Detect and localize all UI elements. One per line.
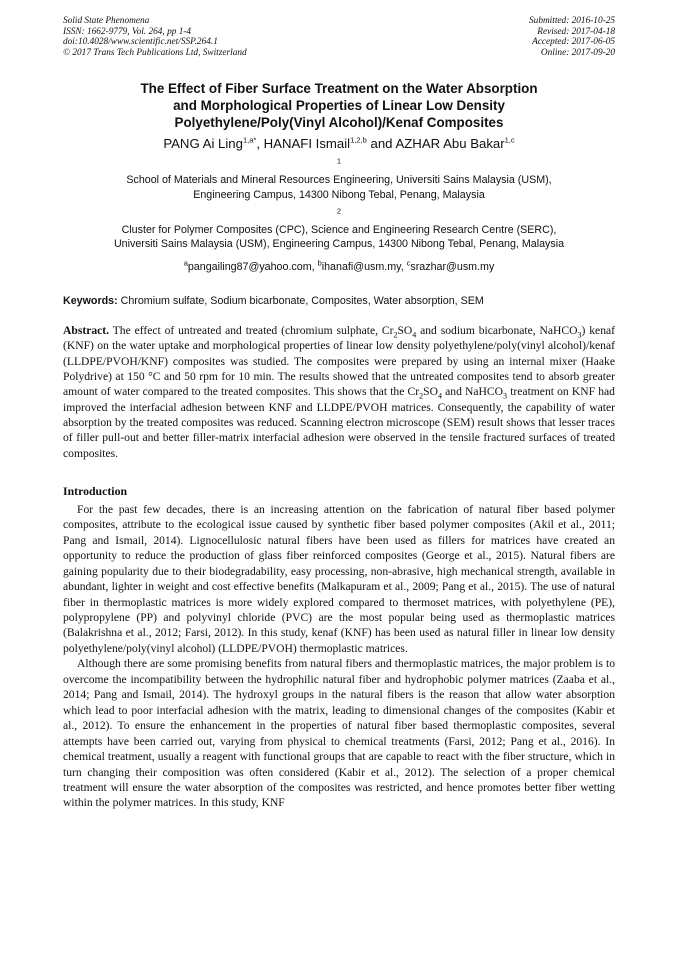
affiliation-line (63, 208, 615, 238)
affiliation-2 (63, 208, 615, 252)
submitted-date: Submitted: 2016-10-25 (529, 16, 615, 26)
author-affiliation-mark: 1,a* (242, 135, 257, 145)
online-date: Online: 2017-09-20 (540, 47, 615, 58)
author-affiliation-mark: 1,c (504, 135, 515, 145)
accepted-date: Accepted: 2017-06-05 (532, 37, 615, 48)
subscript: 4 (412, 330, 417, 340)
introduction-paragraph: For the past few decades, there is an increasing attention on the fabrication of natural fiber based polymer composites, attribute to the ecological issue caused by synthetic fiber based polymer composites (Akil et al., 2011; Pang and Ismail, 2014). Lignocellulosic natural fibers have been used as fillers for matrices have created an opportunity to reduce the production of glass fiber reinforced composites (George et al., 2015). Natural fibers are gaining popularity due to their biodegradability, easy processing, non-abrasive, high mechanical strength, available in abundant, lighter in weight and cost effective benefits (Malkapuram et al., 2009; Pang et al., 2015). The use of natural fiber in thermoplastic matrices is more widely explored compared to thermoset matrices, with polyethylene (PE), polypropylene (PP) and polyvinyl chloride (PVC) are the most popular being used as thermoplastic matrices (Balakrishna et al., 2012; Farsi, 2012). In this study, kenaf (KNF) has been used as natural filler in linear low density polyethylene/poly(vinyl alcohol) (LLDPE/PVOH) thermoplastic matrices. (63, 502, 615, 655)
abstract-text: SO (397, 324, 413, 338)
keywords-label: Keywords: (63, 295, 118, 308)
copyright-line: © 2017 Trans Tech Publications Ltd, Switzerland (63, 47, 247, 58)
abstract-text: treatment on KNF had improved the interfacial adhesion between KNF and LLDPE/PVOH matrices. Consequently, the capability of water absorption by the treated composites was reduced. Scanning electron microscope (SEM) result shows that lesser traces of filler pull-out and better filler-matrix interfacial adhesion were observed in the tensile fractured surfaces of treated composites. (63, 385, 615, 460)
title-line: and Morphological Properties of Linear Low Density (173, 98, 505, 114)
keywords (63, 294, 615, 308)
affiliation-mark: 1 (336, 156, 342, 166)
affiliation-mark: 2 (336, 206, 342, 216)
email-link[interactable]: ihanafi@usm.my, (321, 261, 404, 274)
abstract-text: and NaHCO (441, 385, 504, 399)
subscript: 2 (393, 330, 398, 340)
affiliation-line: Universiti Sains Malaysia (USM), Engineering Campus, 14300 Nibong Tebal, Penang, Malaysia (113, 238, 565, 251)
subscript: 3 (503, 391, 508, 401)
publication-dates (529, 16, 615, 58)
email-link[interactable]: pangailing87@yahoo.com, (187, 261, 315, 274)
author-name: AZHAR Abu Bakar (395, 136, 505, 152)
introduction-paragraph: Although there are some promising benefits from natural fibers and thermoplastic matrices, the major problem is to overcome the incompatibility between the hydrophilic natural fiber and hydrophobic polymer matrices (Zaaba et al., 2014; Pang and Ismail, 2014). The hydroxyl groups in the natural fibers is the reason that allow water absorption which lead to poor interfacial adhesion with the matrix, leading to dimensional changes of the composites (Kabir et al., 2012). To ensure the enhancement in the properties of natural fiber based thermoplastic composites, several attempts have been carried out, varying from physical to chemical treatments (Farsi, 2012; Pang et al., 2016). In chemical treatment, usually a reagent with functional groups that are capable to react with the fiber structure, which in turn changing their composition was often considered (Kabir et al., 2012). The selection of a proper chemical treatment will ensure the water absorption of the composites was restricted, and hence promotes better fiber wetting within the polymer matrices. In this study, KNF (63, 657, 615, 810)
affiliation-1 (63, 158, 615, 202)
subscript: 2 (419, 391, 424, 401)
author-emails (63, 260, 615, 274)
abstract (63, 323, 615, 461)
author-list: PANG Ai Ling$^{1,a*}$, HANAFI Ismail$^{1,2,b}$ and AZHAR Abu Bakar$^{1,c}$ (163, 135, 515, 152)
subscript: 4 (437, 391, 442, 401)
abstract-text: The effect of untreated and treated (chromium sulphate, Cr (112, 324, 394, 338)
author-affiliation-mark: 1,2,b (350, 135, 367, 145)
email-mark: a (183, 258, 188, 268)
author-conjunction: and (370, 136, 393, 152)
affiliation-text: School of Materials and Mineral Resources Engineering, Universiti Sains Malaysia (USM), (126, 174, 552, 187)
journal-name: Solid State Phenomena (63, 16, 150, 26)
revised-date: Revised: 2017-04-18 (537, 26, 615, 37)
affiliation-line: Engineering Campus, 14300 Nibong Tebal, Penang, Malaysia (193, 188, 485, 201)
abstract-label: Abstract. (63, 324, 110, 338)
keywords-text: Chromium sulfate, Sodium bicarbonate, Composites, Water absorption, SEM (120, 295, 484, 308)
title-line: Polyethylene/Poly(Vinyl Alcohol)/Kenaf Composites (174, 115, 504, 131)
journal-header (63, 16, 615, 58)
paper-title (63, 80, 615, 131)
introduction-heading: Introduction (63, 483, 128, 498)
email-mark: b (317, 258, 322, 268)
title-line: The Effect of Fiber Surface Treatment on the Water Absorption (140, 81, 538, 97)
email-link[interactable]: srazhar@usm.my (410, 261, 495, 274)
issn-line: ISSN: 1662-9779, Vol. 264, pp 1-4 (63, 26, 192, 37)
author-name: PANG Ai Ling (163, 136, 243, 152)
subscript: 3 (577, 330, 582, 340)
email-mark: c (406, 258, 411, 268)
affiliation-text: Cluster for Polymer Composites (CPC), Science and Engineering Research Centre (SERC), (121, 223, 557, 236)
doi-line: doi:10.4028/www.scientific.net/SSP.264.1 (63, 37, 218, 48)
journal-info (63, 16, 247, 58)
abstract-text: SO (423, 385, 438, 399)
abstract-text: and sodium bicarbonate, NaHCO (416, 324, 578, 338)
affiliation-line (63, 158, 615, 188)
author-name: HANAFI Ismail (263, 136, 351, 152)
abstract-text: ) kenaf (KNF) on the water uptake and morphological properties of linear low density polyethylene/poly(vinyl alcohol)/kenaf (LLDPE/PVOH/KNF) composites was studied. The composites were prepared by using an internal mixer (Haake Polydrive) at 150 °C and 50 rpm for 10 min. The results showed that the untreated composites tend to absorb greater amount of water compared to the treated composites. This shows that the Cr (63, 324, 615, 399)
